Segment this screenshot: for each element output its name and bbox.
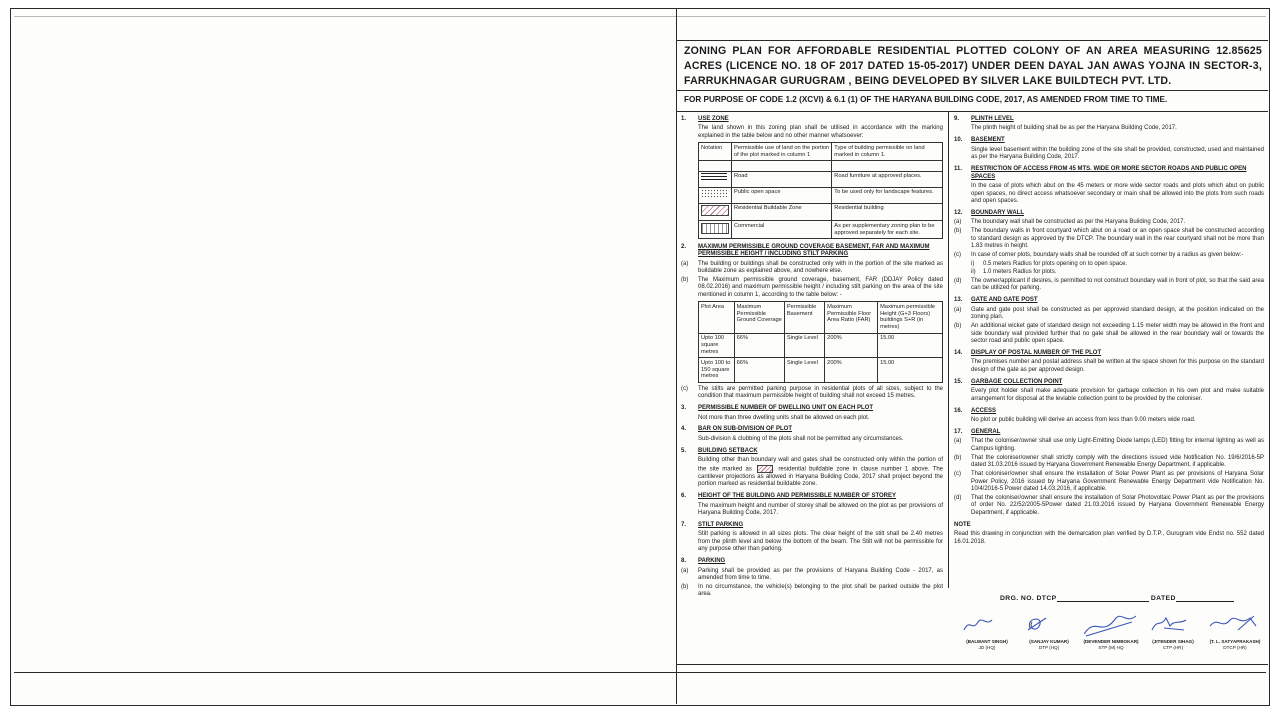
table-row xyxy=(699,203,943,221)
table-cell: Upto 100 to 150 square metres xyxy=(699,358,735,383)
clause-number: 3. xyxy=(681,405,687,412)
clause-paragraph: Single level basement within the building zone of the site shall be provided, constructed, used and maintained as per the Haryana Building Code, 2017. xyxy=(971,146,1264,161)
clause-heading xyxy=(681,244,943,259)
table-row xyxy=(699,333,943,358)
far-table xyxy=(698,301,943,382)
clause-title: HEIGHT OF THE BUILDING AND PERMISSIBLE NUMBER OF STOREY xyxy=(698,493,897,500)
notation-cell xyxy=(699,203,732,221)
table-cell: Commercial xyxy=(732,221,832,239)
table-header-cell: Maximum Permissible Floor Area Ratio (FAR) xyxy=(825,302,878,333)
table-header-cell: Permissible Basement xyxy=(784,302,824,333)
subitem-label: (b) xyxy=(954,228,962,235)
signatory-designation: CTP (HR) xyxy=(1162,644,1184,650)
clause-subitem xyxy=(954,471,1264,493)
clause-title: DISPLAY OF POSTAL NUMBER OF THE PLOT xyxy=(971,349,1102,356)
signature-ink xyxy=(1028,618,1046,630)
signatory-name: (JITENDER SIHAG) xyxy=(1152,639,1194,644)
clause-heading xyxy=(954,166,1264,181)
clause-heading xyxy=(954,350,1264,357)
table-row xyxy=(699,358,943,383)
clause-number: 1. xyxy=(681,116,687,122)
residential-hatch-swatch xyxy=(757,465,773,473)
clause-number: 14. xyxy=(954,349,963,356)
signature-scribble xyxy=(1146,614,1200,638)
clause-paragraph: No plot or public building will derive an access from less than 9.00 meters wide road. xyxy=(971,416,1196,423)
clause-paragraph: In the case of plots which abut on the 45 meters or more wide sector roads and plots which abut on public open spaces, no direct access whatsoever secondary or main shall be allowed into the plots from such roads and open spaces. xyxy=(971,183,1264,204)
title-block xyxy=(684,44,1262,89)
clause-heading xyxy=(681,426,943,433)
clause-subitem xyxy=(954,307,1264,322)
subitem-text: The Maximum permissible ground coverage, basement, FAR (DDJAY Policy dated 08.02.2016) and maximum permissible height / including stilt parking on the area of the site mentioned in column 1, according to the table below: - xyxy=(698,276,943,298)
clause-paragraph: The maximum height and number of storey shall be allowed on the plot as per provisions of Haryana Building Code, 2017. xyxy=(698,502,943,516)
dots-swatch xyxy=(701,189,727,198)
subitem-label: (d) xyxy=(954,494,962,501)
sheet-inner-bottom-line xyxy=(14,672,1266,673)
table-cell: Public open space xyxy=(732,187,832,203)
use-zone-table xyxy=(698,142,943,239)
clause-title: BAR ON SUB-DIVISION OF PLOT xyxy=(698,426,793,433)
note-text: Read this drawing in conjunction with the demarcation plan verified by D.T.P., Gurugram vide Endst no. 552 dated 16.01.2018. xyxy=(954,531,1264,545)
signatory-name: (DEVENDER NIMBOKAR) xyxy=(1083,639,1139,644)
road-swatch xyxy=(701,173,727,182)
notation-cell xyxy=(699,221,732,239)
subitem-label: (a) xyxy=(681,567,689,574)
signatory-designation: DTP (HQ) xyxy=(1038,644,1060,650)
table-row xyxy=(699,171,943,187)
subitem-label: (b) xyxy=(681,583,689,590)
clause-title: ACCESS xyxy=(971,407,997,414)
clause-subitem xyxy=(954,252,1264,259)
subitem-label: (c) xyxy=(681,385,688,392)
table-header-cell: Plot Area xyxy=(699,302,735,333)
clause xyxy=(954,379,1264,403)
table-cell: 200% xyxy=(825,333,878,358)
table-cell xyxy=(832,161,943,172)
clause xyxy=(681,493,943,517)
signatory-name: (SANJAY KUMAR) xyxy=(1029,639,1069,644)
clause-number: 5. xyxy=(681,447,687,454)
clause-title: BUILDING SETBACK xyxy=(698,447,758,454)
clause-number: 12. xyxy=(954,209,963,216)
table-cell: 200% xyxy=(825,358,878,383)
subitem-text: The stilts are permitted parking purpose in residential plots of all sizes, subject to the condition that maximum permissible height of building shall not exceed 15 metres. xyxy=(698,385,943,400)
clause-subitem xyxy=(681,277,943,299)
signatory-designation: STP (M) HQ xyxy=(1098,644,1124,650)
table-cell xyxy=(732,161,832,172)
clause-heading xyxy=(681,116,943,123)
clause-heading xyxy=(681,493,943,500)
clause-paragraph: The premises number and postal address shall be written at the space shown for this purpose on the standard design of the gate as per approved design. xyxy=(971,359,1264,373)
clause xyxy=(954,116,1264,133)
clause-subitem xyxy=(954,495,1264,517)
table-row xyxy=(699,161,943,172)
clause-heading xyxy=(681,405,943,412)
clause xyxy=(681,116,943,239)
signature-ink xyxy=(1210,616,1256,630)
table-cell: Single Level xyxy=(784,333,824,358)
subitem-text: Gate and gate post shall be constructed as per approved standard design, at the position indicated on the zoning plan. xyxy=(971,306,1264,321)
clauses-column-left xyxy=(681,116,943,603)
clause xyxy=(954,137,1264,161)
grid-swatch xyxy=(701,223,729,234)
clause-subitem xyxy=(954,323,1264,345)
clause-number: 4. xyxy=(681,426,687,433)
signature-row xyxy=(956,614,1266,651)
table-cell: 66% xyxy=(734,358,784,383)
subsubitem-text: 0.5 meters Radius for plots opening on to open space. xyxy=(983,261,1128,267)
clause-heading xyxy=(681,522,943,529)
table-header-row xyxy=(699,302,943,333)
title-top-line xyxy=(676,40,1268,41)
clause-heading xyxy=(954,116,1264,123)
signature-block xyxy=(1080,614,1142,651)
note-heading: NOTE xyxy=(954,521,971,528)
clause xyxy=(954,166,1264,205)
document-title: ZONING PLAN FOR AFFORDABLE RESIDENTIAL PLOTTED COLONY OF AN AREA MEASURING 12.85625 ACRES (LICENCE NO. 18 OF 2017 DATED 15-05-2017) UNDER DEEN DAYAL JAN AWAS YOJNA IN SECTOR-3, FARRUKHNAGAR GURUGRAM , BEING DEVELOPED BY SILVER LAKE BUILDTECH PVT. LTD. xyxy=(684,45,1262,88)
clause-number: 11. xyxy=(954,166,963,173)
subsubitem-label: ii) xyxy=(971,269,976,276)
subitem-text: An additional wicket gate of standard design not exceeding 1.15 meter width may be allowed in the front and side boundary wall provided further that no gate shall be allowed in the rear boundary wall or towards the sector road and public open space. xyxy=(971,323,1264,344)
notation-cell xyxy=(699,171,732,187)
clause xyxy=(954,210,1264,293)
clause-subitem xyxy=(681,261,943,276)
table-cell: Road furniture at approved places. xyxy=(832,171,943,187)
table-cell: Residential Buildable Zone xyxy=(732,203,832,221)
dated-blank xyxy=(1176,594,1234,602)
drg-label: DRG. NO. DTCP xyxy=(1000,595,1057,602)
table-header-cell: Notation xyxy=(699,143,732,161)
title-bottom-line xyxy=(676,111,1268,112)
table-cell: To be used only for landscape features. xyxy=(832,187,943,203)
subitem-label: (c) xyxy=(954,471,961,478)
signature-block xyxy=(956,614,1018,651)
table-header-cell: Maximum Permissible Ground Coverage xyxy=(734,302,784,333)
clause-title: RESTRICTION OF ACCESS FROM 45 MTS. WIDE OR MORE SECTOR ROADS AND PUBLIC OPEN SPACES xyxy=(971,166,1247,180)
clause-title: GENERAL xyxy=(971,428,1001,435)
document-purpose: FOR PURPOSE OF CODE 1.2 (XCVI) & 6.1 (1) OF THE HARYANA BUILDING CODE, 2017, AS AMENDED FROM TIME TO TIME. xyxy=(684,95,1168,104)
subitem-text: That the coloniser/owner shall ensure the installation of Solar Photovoltaic Power Plant as per the provisions of order No. 22/52/2005-5Power dated 21.03.2016 issued by Haryana Government Renewable Energy Department, if applicable. xyxy=(971,494,1264,516)
clause-number: 2. xyxy=(681,243,687,250)
table-row xyxy=(699,187,943,203)
notation-cell xyxy=(699,187,732,203)
clause-paragraph: Sub-division & clubbing of the plots shall not be permitted any circumstances. xyxy=(698,435,904,442)
clause-title: MAXIMUM PERMISSIBLE GROUND COVERAGE BASEMENT, FAR AND MAXIMUM PERMISSIBLE HEIGHT / INCLUDING STILT PARKING xyxy=(698,243,930,258)
clause xyxy=(681,244,943,401)
clause-number: 17. xyxy=(954,428,963,435)
paragraph-text: Building other than boundary wall and gates shall be constructed only within the portion of the site marked as xyxy=(698,457,943,473)
signature-ink xyxy=(1084,616,1136,636)
clause xyxy=(954,297,1264,345)
clause-heading xyxy=(954,297,1264,304)
subsubitem-label: i) xyxy=(971,261,975,267)
clause xyxy=(681,405,943,422)
clause xyxy=(681,448,943,489)
clause-title: GARBAGE COLLECTION POINT xyxy=(971,378,1063,385)
title-mid-line xyxy=(676,90,1268,91)
clause xyxy=(681,426,943,443)
subitem-label: (a) xyxy=(954,306,962,313)
subitem-label: (b) xyxy=(681,276,689,283)
notation-cell xyxy=(699,161,732,172)
table-header-cell: Permissible use of land on the portion of the plot marked in column 1 xyxy=(732,143,832,161)
subitem-label: (d) xyxy=(954,277,962,284)
clause-subitem xyxy=(954,228,1264,250)
signatory-designation: DTCP (HR) xyxy=(1223,644,1247,650)
clause-number: 10. xyxy=(954,137,963,144)
signature-block xyxy=(1142,614,1204,651)
dated-label: DATED xyxy=(1150,595,1176,602)
clause xyxy=(954,429,1264,517)
clause-number: 9. xyxy=(954,116,960,122)
subitem-label: (a) xyxy=(954,219,962,226)
signature-scribble xyxy=(1208,614,1262,638)
clause-paragraph: The plinth height of building shall be as per the Haryana Building Code, 2017. xyxy=(971,125,1177,132)
hatch-swatch xyxy=(701,205,729,216)
clause-number: 6. xyxy=(681,493,687,500)
clause-subitem xyxy=(954,219,1264,226)
panel-left-border xyxy=(676,8,677,704)
subitem-text: Parking shall be provided as per the provisions of Haryana Building Code - 2017, as amended from time to time. xyxy=(698,567,943,582)
signatory-name: (T. L. SATYAPRAKASH) xyxy=(1209,639,1261,644)
subitem-text: The owner/applicant if desires, is permitted to not construct boundary wall in front of plot, so that the said area can be utilized for parking. xyxy=(971,277,1264,292)
clause-number: 16. xyxy=(954,407,963,414)
subitem-text: That the coloniser/owner shall strictly comply with the directions issued vide Notification No. 19/6/2016-5P dated 31.03.2016 issued by Haryana Government Renewable Energy Department, if applicable. xyxy=(971,454,1264,469)
subitem-text: In no circumstance, the vehicle(s) belonging to the plot shall be parked outside the plot area. xyxy=(698,583,943,598)
clause-title: USE ZONE xyxy=(698,116,729,122)
table-cell: Road xyxy=(732,171,832,187)
clause-subsubitem xyxy=(971,261,1264,268)
note-block xyxy=(954,522,1264,546)
clause-number: 8. xyxy=(681,558,687,565)
clause-heading xyxy=(681,558,943,565)
paragraph-text: residential buildable zone in clause number 1 above. The cantilever projections as allowed in Haryana Building Code, 2017 shall project beyond the portion marked as residential buildable zone. xyxy=(698,466,943,488)
clause-title: GATE AND GATE POST xyxy=(971,297,1038,304)
clause-subitem xyxy=(681,584,943,599)
clause-title: PERMISSIBLE NUMBER OF DWELLING UNIT ON EACH PLOT xyxy=(698,405,873,412)
subitem-label: (b) xyxy=(954,323,962,330)
clause-paragraph: Stilt parking is allowed in all sizes plots. The clear height of the stilt shall be 2.40 metres from the plinth level and below the bottom of the beam. The Stilt will not be permissible for any purpose other than parking. xyxy=(698,531,943,553)
signatory-name: (BALWANT SINGH) xyxy=(966,639,1008,644)
signature-ink xyxy=(1152,618,1186,630)
clause-subitem xyxy=(954,455,1264,470)
clause-heading xyxy=(954,210,1264,217)
subitem-label: (b) xyxy=(954,454,962,461)
drg-number-line xyxy=(1000,594,1234,602)
table-cell: Upto 100 square metres xyxy=(699,333,735,358)
clause-heading xyxy=(954,379,1264,386)
subitem-text: That coloniser/owner shall ensure the installation of Solar Power Plant as per provisions of Haryana Solar Power Policy, 2016 issued by Haryana Government Renewable Energy Department vide Notification No. 10/4/2016-5 Power dated 14.03.2016, if applicable. xyxy=(971,471,1264,492)
signatory-designation: JD (HQ) xyxy=(978,644,996,650)
clause-title: PARKING xyxy=(698,558,726,565)
clause-heading xyxy=(681,448,943,455)
subsubitem-text: 1.0 meters Radius for plots. xyxy=(983,269,1057,276)
subitem-text: The boundary walls in front courtyard which abut on a road or an open space shall be constructed according to standard design as approved by the DTCP. The boundary wall in the rear courtyard shall not be more than 1.83 metres in height. xyxy=(971,228,1264,250)
table-cell: Single Level xyxy=(784,358,824,383)
subitem-label: (c) xyxy=(954,252,961,259)
clause xyxy=(681,558,943,599)
clauses-column-right xyxy=(954,116,1264,551)
subitem-text: The boundary wall shall be constructed as per the Haryana Building Code, 2017. xyxy=(971,219,1186,226)
table-header-cell: Maximum permissible Height (G+3 Floors) buildings S+R (in metres) xyxy=(878,302,943,333)
clause xyxy=(681,522,943,554)
clause-heading xyxy=(954,137,1264,144)
signature-scribble xyxy=(1022,614,1076,638)
subitem-label: (a) xyxy=(681,260,689,267)
subitem-text: That the coloniser/owner shall use only Light-Emitting Diode lamps (LED) fitting for internal lighting as well as Campus lighting. xyxy=(971,438,1264,452)
signature-ink xyxy=(964,620,992,630)
subitem-text: In case of corner plots, boundary walls shall be rounded off at such corner by a radius as given below:- xyxy=(971,252,1244,259)
clause-heading xyxy=(954,408,1264,415)
column-divider xyxy=(948,111,949,588)
table-cell: 15.00 xyxy=(878,358,943,383)
scan-line xyxy=(14,16,1266,17)
table-row xyxy=(699,221,943,239)
subitem-text: The building or buildings shall be constructed only with in the portion of the site marked as buildable zone as explained above, and nowhere else. xyxy=(698,260,943,275)
clause-title: BASEMENT xyxy=(971,137,1005,144)
signature-block xyxy=(1204,614,1266,651)
clause-title: STILT PARKING xyxy=(698,521,744,528)
clause xyxy=(954,408,1264,425)
clause-title: PLINTH LEVEL xyxy=(971,116,1014,122)
clause-paragraph xyxy=(698,457,943,488)
clause-subitem xyxy=(681,386,943,401)
clause-subitem xyxy=(954,438,1264,453)
clause-number: 7. xyxy=(681,521,687,528)
signature-block xyxy=(1018,614,1080,651)
clause-paragraph: The land shown in this zoning plan shall be utilised in accordance with the marking explained in the table below and no other manner whatsoever: xyxy=(698,125,943,139)
clause xyxy=(954,350,1264,374)
table-header-cell: Type of building permissible on land marked in column 1. xyxy=(832,143,943,161)
clause-subitem xyxy=(681,568,943,583)
clause-paragraph: Not more than three dwelling units shall be allowed on each plot. xyxy=(698,414,870,421)
signature-scribble xyxy=(1084,614,1138,638)
clause-heading xyxy=(954,429,1264,436)
table-cell: 15.00 xyxy=(878,333,943,358)
clause-number: 15. xyxy=(954,378,963,385)
signature-scribble xyxy=(960,614,1014,638)
table-cell: 66% xyxy=(734,333,784,358)
subitem-label: (a) xyxy=(954,438,962,445)
table-header-row xyxy=(699,143,943,161)
clause-subsubitem xyxy=(971,269,1264,276)
table-cell: As per supplementary zoning plan to be approved separately for each site. xyxy=(832,221,943,239)
clause-subitem xyxy=(954,278,1264,293)
table-cell: Residential building xyxy=(832,203,943,221)
drg-blank xyxy=(1057,594,1149,602)
clause-title: BOUNDARY WALL xyxy=(971,209,1024,216)
panel-bottom-line xyxy=(676,664,1268,665)
clause-number: 13. xyxy=(954,297,963,304)
clause-paragraph: Every plot holder shall make adequate provision for garbage collection in his own plot and make suitable arrangement for disposal at the leviable collection point to be provided by the coloniser. xyxy=(971,388,1264,402)
